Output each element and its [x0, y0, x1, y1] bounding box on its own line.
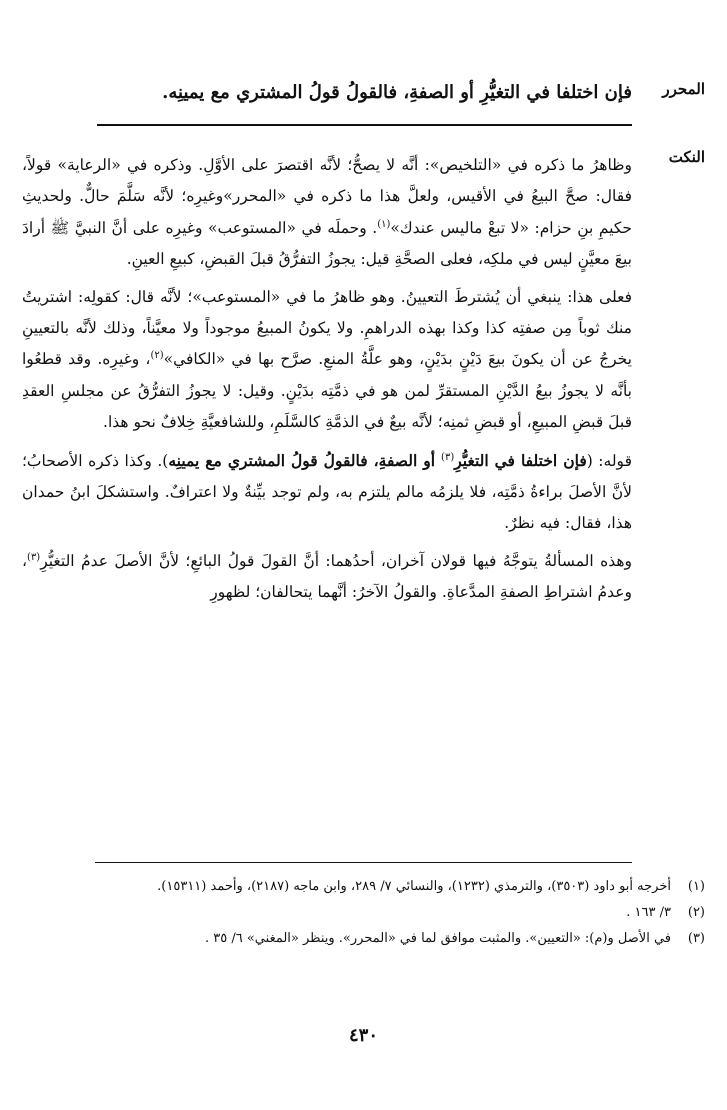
paragraph: [22, 282, 632, 439]
footnote-item: [22, 926, 705, 952]
side-label-nukat: النكت: [668, 148, 705, 166]
paragraph-text: وهذه المسألةُ يتوجَّهُ فيها قولان آخران، أحدُهما: أنَّ القولَ قولُ البائعِ؛ لأنَّ الأصلَ عدمُ التغيُّرِ: [40, 551, 632, 570]
paragraph-text: وظاهرُ ما ذكره في «التلخيص»: أنَّه لا يصحُّ؛ لأنَّه اقتصرَ على الأوَّلِ. وذكره في «الرعاية» قولاً، فقال: صحَّ البيعُ في الأقيس، ولعلَّ هذا ما ذكره في «المحرر»وغيرِه؛ لأنَّه سَلَّمَ حالٌّ. ولحديثِ حكيمِ بنِ حزام: «لا تبعْ ماليس عندك»: [22, 156, 632, 237]
footnote-number: (٢): [687, 905, 705, 920]
paragraph-text: ، وغيرِه. وقد قطعُوا بأنَّه لا يجوزُ بيعُ الدَّيْنِ المستقرِّ لمن هو في ذمَّتِه بدَيْنٍ.: [22, 350, 632, 400]
paragraph-text: قوله: (: [586, 451, 632, 470]
footnote-number: (١): [687, 879, 705, 894]
footnote-text: ٣/ ١٦٣ .: [626, 905, 671, 920]
footnote-text: في الأصل و(م): «التعيين». والمثبت موافق لما في «المحرر». وينظر «المغني» ٦/ ٣٥ .: [204, 931, 671, 946]
paragraph-text: ). وكذا ذكره الأصحابُ؛ لأنَّ الأصلَ براءةُ ذمَّتِه، فلا يلزمُه مالم يلتزم به، ولم توجد بيِّنةٌ ولا اعترافٌ.: [22, 451, 632, 502]
footnote-text: أخرجه أبو داود (٣٥٠٣)، والترمذي (١٢٣٢)، والنسائي ٧/ ٢٨٩، وابن ماجه (٢١٨٧)، وأحمد (١٥٣١١).: [157, 879, 671, 894]
paragraph-text: وقيل: لا يجوزُ التفرُّقُ عن مجلسِ العقدِ قبلَ قبضِ المبيعِ، أو قبضِ ثمنِه؛ لأنَّه بيعٌ في الذمَّةِ كالسَّلَمِ، وللشافعيَّةِ خِلافٌ نحو هذا.: [22, 381, 632, 432]
paragraph-text: واستشكلَ ابنُ حمدان هذا، فقال: فيه نظرٌ.: [22, 483, 632, 533]
header-divider: [97, 124, 632, 126]
paragraph-text: فعلى هذا: ينبغي أن يُشترطَ التعيينُ. وهو ظاهرُ ما في «المستوعب»؛ لأنَّه قال: كقولِه: اشتريتُ منك ثوباً مِن صفتِه كذا وكذا بهذه الدراهمِ. ولا يكونُ المبيعُ موجوداً ولا معيَّناً، وذلك لأنَّه بالتعيينِ يخرجُ عن أن يكونَ بيعَ دَيْنٍ بدَيْنٍ، وهو علَّةُ المنعِ. صرَّح بها في «الكافي»: [22, 287, 632, 369]
side-label-muharrar: المحرر: [662, 80, 705, 98]
footnote-divider: [95, 862, 632, 863]
paragraph: [22, 150, 632, 276]
paragraph-text: . وحملَه في «المستوعب» وغيرِه على أنَّ النبيَّ ﷺ أرادَ بيعَ معيَّنٍ ليس في ملكِه، فعلى الصحَّةِ قيل: يجوزُ التفرُّقُ قبلَ القبضِ، كبيعِ العينِ.: [22, 218, 632, 269]
footnote-item: [22, 900, 705, 926]
paragraph: [22, 546, 632, 609]
footnote-ref: (٣): [441, 451, 455, 463]
muharrar-header-text: فإن اختلفا في التغيُّرِ أو الصفةِ، فالقولُ قولُ المشتري مع يمينِه.: [162, 82, 632, 103]
page-number: ٤٣٠: [348, 1025, 378, 1046]
commentary-body: [22, 150, 632, 615]
quoted-matn: أو الصفةِ، فالقولُ قولُ المشتري مع يمينِه: [168, 450, 442, 470]
paragraph: [22, 445, 632, 540]
footnote-ref: (١): [377, 218, 391, 230]
paragraph-text: ، وعدمُ اشتراطِ الصفةِ المدَّعاةِ. والقولُ الآخرُ: أنَّهما يتحالفان؛ لظهورِ: [22, 551, 632, 602]
footnote-item: [22, 874, 705, 900]
footnotes: [22, 874, 705, 952]
footnote-ref: (٢): [150, 350, 164, 362]
footnote-number: (٣): [687, 931, 705, 946]
quoted-matn: فإن اختلفا في التغيُّرِ: [454, 450, 587, 470]
footnote-ref: (٣): [27, 551, 41, 563]
